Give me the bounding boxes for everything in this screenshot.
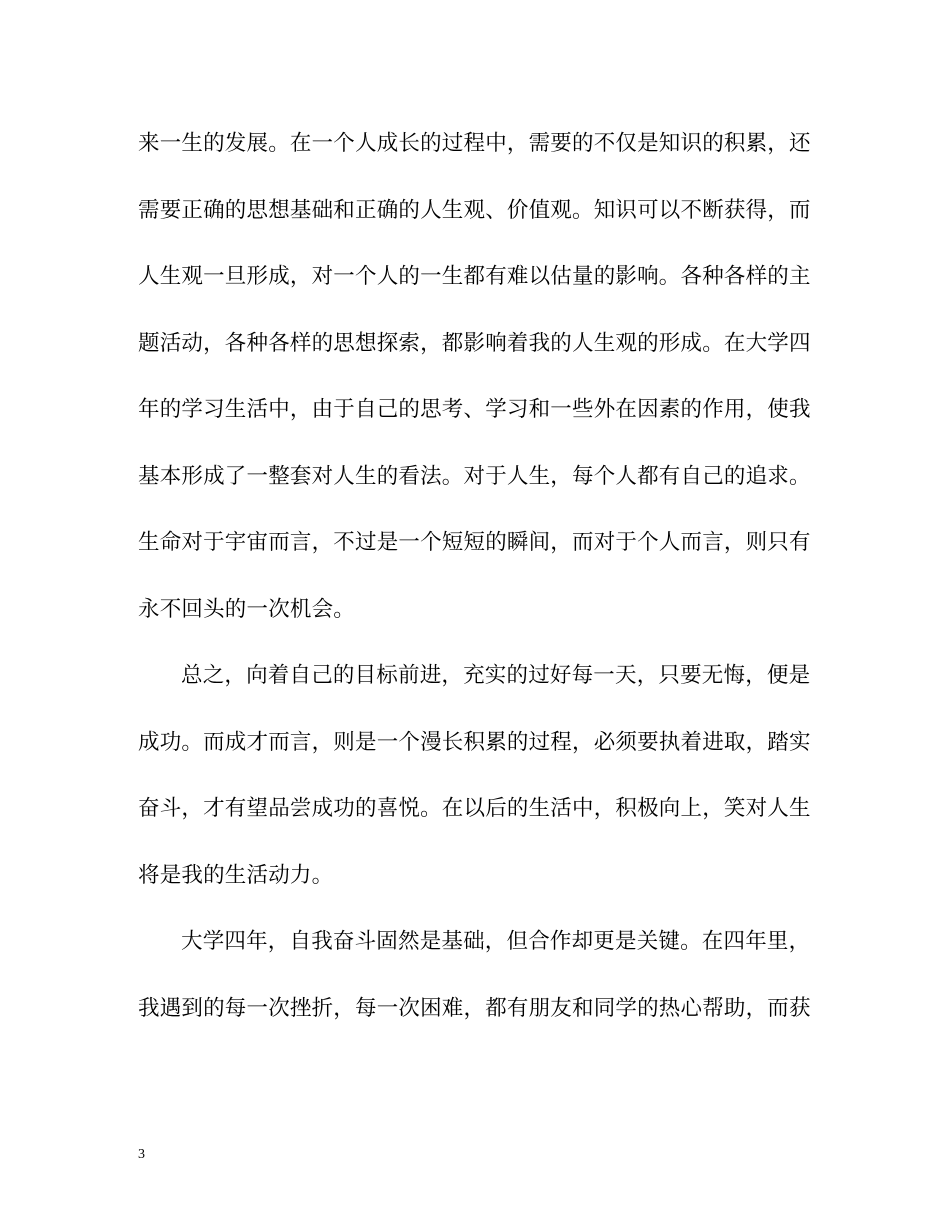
text-line-9: 总之，向着自己的目标前进，充实的过好每一天，只要无悔，便是: [181, 663, 811, 688]
text-line-7: 生命对于宇宙而言，不过是一个短短的瞬间，而对于个人而言，则只有: [138, 530, 811, 555]
text-line-8: 永不回头的一次机会。: [138, 596, 356, 622]
text-line-1: 来一生的发展。在一个人成长的过程中，需要的不仅是知识的积累，还: [138, 131, 811, 156]
page-number: 3: [138, 1147, 145, 1162]
text-line-6: 基本形成了一整套对人生的看法。对于人生，每个人都有自己的追求。: [138, 463, 811, 489]
text-line-14: 我遇到的每一次挫折，每一次困难，都有朋友和同学的热心帮助，而获: [138, 995, 811, 1021]
text-line-4: 题活动，各种各样的思想探索，都影响着我的人生观的形成。在大学四: [138, 330, 811, 356]
text-line-10: 成功。而成才而言，则是一个漫长积累的过程，必须要执着进取，踏实: [138, 729, 811, 755]
text-line-5: 年的学习生活中，由于自己的思考、学习和一些外在因素的作用，使我: [138, 397, 811, 422]
text-line-13: 大学四年，自我奋斗固然是基础，但合作却更是关键。在四年里，: [181, 929, 811, 954]
body-text: [138, 122, 814, 1053]
text-line-3: 人生观一旦形成，对一个人的一生都有难以估量的影响。各种各样的主: [138, 264, 811, 289]
text-line-2: 需要正确的思想基础和正确的人生观、价值观。知识可以不断获得，而: [138, 197, 811, 223]
text-line-11: 奋斗，才有望品尝成功的喜悦。在以后的生活中，积极向上，笑对人生: [138, 796, 811, 821]
text-line-12: 将是我的生活动力。: [138, 862, 334, 888]
